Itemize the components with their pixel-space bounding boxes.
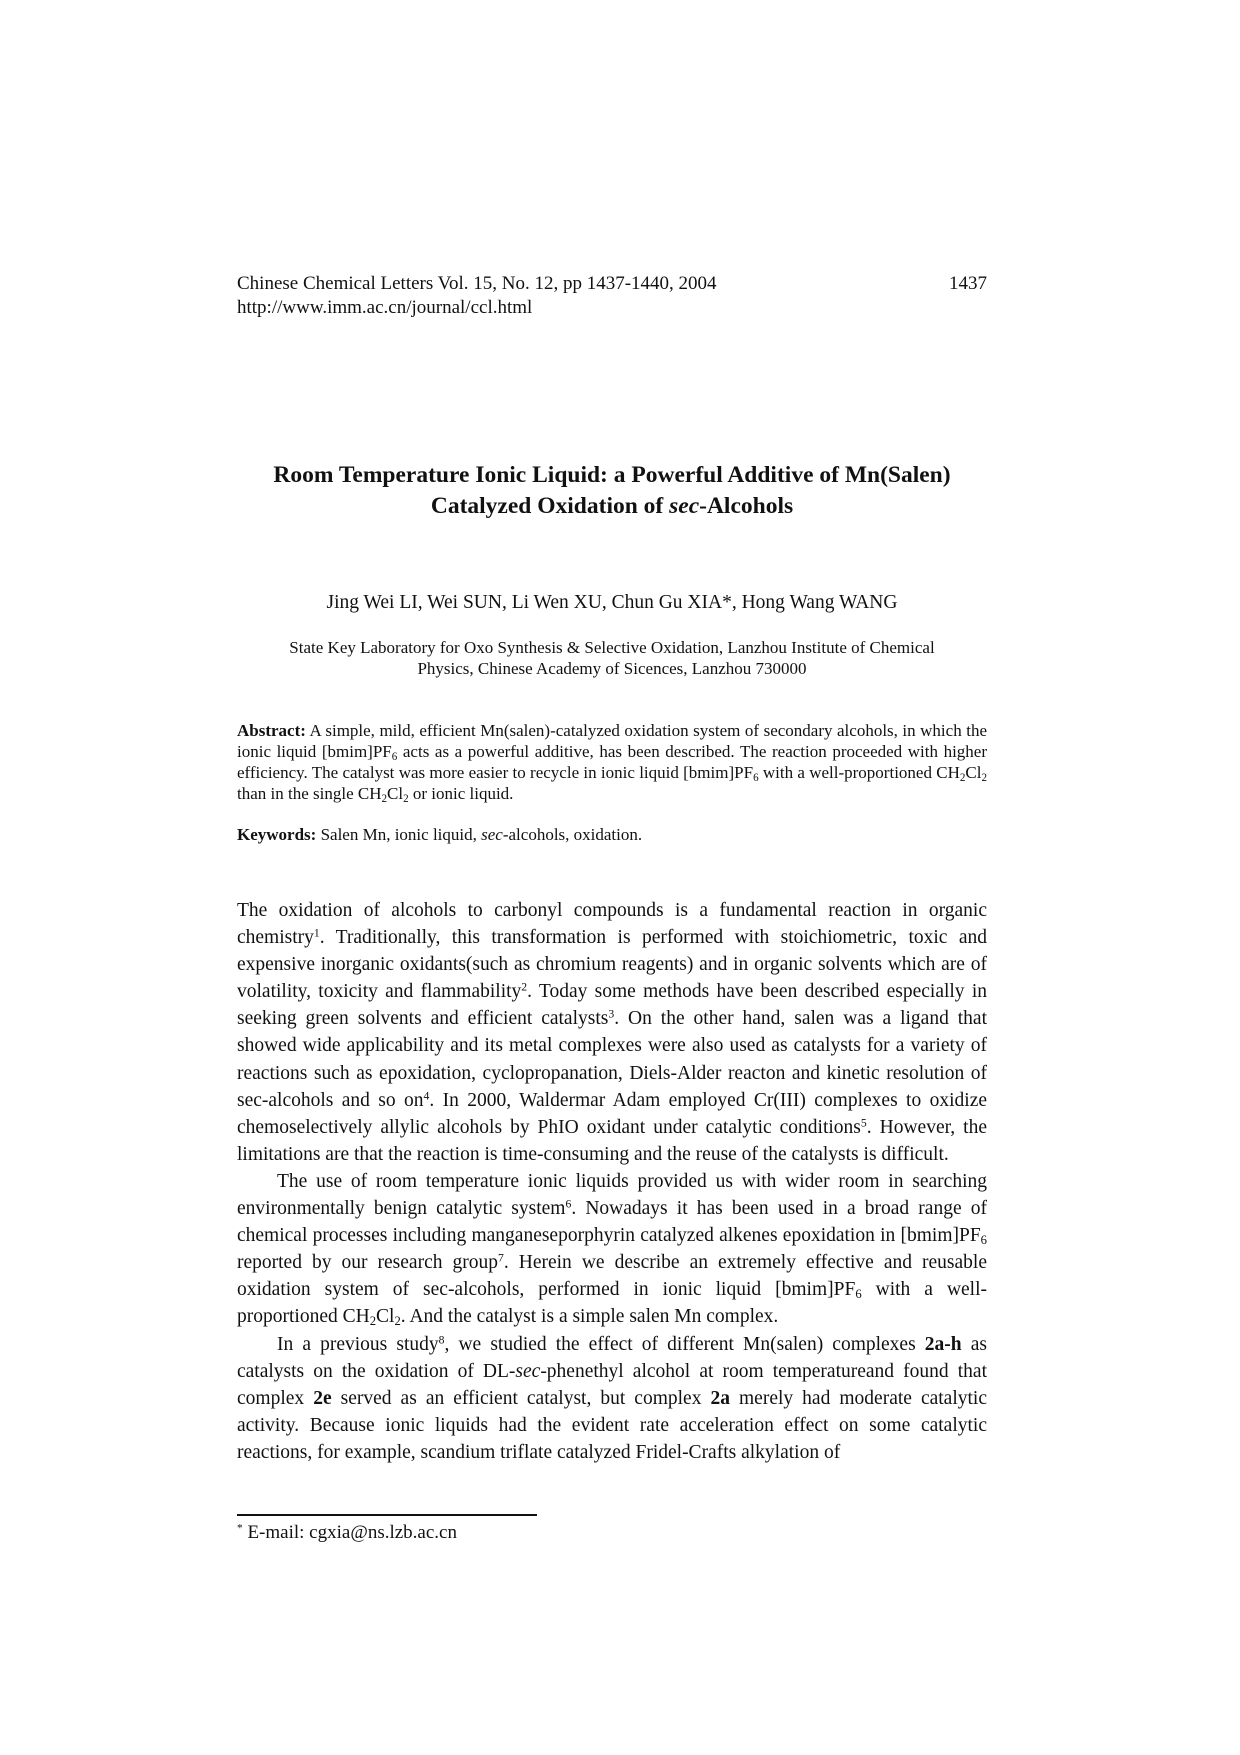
compound-label: 2e <box>313 1387 332 1409</box>
italic-term: sec <box>515 1360 541 1382</box>
text-run: . Today some methods have been described especially in seeking green solvents and efficient catalysts <box>237 981 987 1030</box>
abstract <box>237 720 987 804</box>
paragraph-1 <box>237 897 987 1168</box>
abstract-label: Abstract: <box>237 721 306 740</box>
abstract-text: than in the single CH <box>237 784 382 803</box>
affiliation-line-1: State Key Laboratory for Oxo Synthesis & Selective Oxidation, Lanzhou Institute of Chemical <box>289 638 935 657</box>
text-run: . And the catalyst is a simple salen Mn complex. <box>400 1306 779 1328</box>
reference-marker: 7 <box>498 1251 504 1265</box>
reference-marker: 1 <box>313 926 320 940</box>
body-text <box>237 897 987 1466</box>
author-list: Jing Wei LI, Wei SUN, Li Wen XU, Chun Gu XIA*, Hong Wang WANG <box>326 592 898 613</box>
running-header <box>237 272 987 320</box>
text-run: Cl <box>376 1306 395 1328</box>
keywords-label: Keywords: <box>237 825 317 844</box>
text-run: . On the other hand, salen was a ligand that showed wide applicability and its metal complexes were also used as catalysts for a variety of reactions such as epoxidation, cyclopropanation, Diels-Alder reacton and kinetic resolution of sec-alcohols and so on <box>237 1008 987 1111</box>
footnote <box>237 1522 457 1544</box>
subscript: 2 <box>381 792 388 805</box>
keywords-text: -alcohols, oxidation. <box>502 825 643 844</box>
journal-url: http://www.imm.ac.cn/journal/ccl.html <box>237 297 533 318</box>
subscript: 6 <box>855 1287 862 1302</box>
keywords-text: Salen Mn, ionic liquid, <box>316 825 482 844</box>
text-run: In a previous study <box>277 1333 439 1355</box>
text-run: as catalysts on the oxidation of DL- <box>237 1333 987 1382</box>
paper-title <box>237 460 987 522</box>
text-run: . Herein we describe an extremely effective and reusable oxidation system of sec-alcohols, performed in ionic liquid [bmim]PF <box>237 1252 987 1301</box>
subscript: 2 <box>394 1314 401 1329</box>
reference-marker: 2 <box>521 980 528 994</box>
keywords <box>237 825 987 845</box>
reference-marker: 8 <box>438 1333 445 1347</box>
affiliation-line-2: Physics, Chinese Academy of Sicences, Lanzhou 730000 <box>417 659 807 678</box>
paragraph-3 <box>237 1331 987 1466</box>
affiliation <box>237 637 987 679</box>
text-run: . Traditionally, this transformation is performed with stoichiometric, toxic and expensive inorganic oxidants(such as chromium reagents) and in organic solvents which are of volatility, toxicity and flammability <box>237 927 987 1003</box>
reference-marker: 4 <box>423 1089 430 1103</box>
paragraph-2 <box>237 1168 987 1331</box>
subscript: 2 <box>403 792 409 805</box>
subscript: 2 <box>959 771 966 784</box>
text-run: . In 2000, Waldermar Adam employed Cr(III) complexes to oxidize chemoselectively allylic alcohols by PhIO oxidant under catalytic conditions <box>237 1089 987 1138</box>
subscript: 6 <box>980 1233 987 1248</box>
text-run: The oxidation of alcohols to carbonyl compounds is a fundamental reaction in organic chemistry <box>237 900 987 949</box>
text-run: . Nowadays it has been used in a broad range of chemical processes including manganeseporphyrin catalyzed alkenes epoxidation in [bmim]PF <box>237 1198 987 1247</box>
abstract-text: Cl <box>387 784 404 803</box>
abstract-text: with a well-proportioned CH <box>758 763 960 782</box>
text-run: -phenethyl alcohol at room temperatureand found that complex <box>237 1360 987 1409</box>
footnote-marker: * <box>237 1522 243 1535</box>
abstract-text: acts as a powerful additive, has been described. The reaction proceeded with higher efficiency. The catalyst was more easier to recycle in ionic liquid [bmim]PF <box>237 742 988 782</box>
title-line-1: Room Temperature Ionic Liquid: a Powerful Additive of Mn(Salen) <box>273 462 951 488</box>
footnote-divider <box>237 1514 537 1516</box>
subscript: 2 <box>981 771 987 784</box>
abstract-text: Cl <box>965 763 982 782</box>
subscript: 6 <box>391 750 398 763</box>
keywords-italic: sec <box>481 825 503 844</box>
text-run: , we studied the effect of different Mn(salen) complexes <box>444 1333 925 1355</box>
reference-marker: 6 <box>565 1197 572 1211</box>
compound-label: 2a-h <box>924 1333 962 1355</box>
reference-marker: 3 <box>608 1007 615 1021</box>
abstract-text: A simple, mild, efficient Mn(salen)-catalyzed oxidation system of secondary alcohols, in which the ionic liquid [bmim]PF <box>237 721 987 761</box>
page-number: 1437 <box>949 273 987 294</box>
subscript: 2 <box>369 1314 377 1329</box>
reference-marker: 5 <box>860 1116 867 1130</box>
text-run: served as an efficient catalyst, but complex <box>331 1387 711 1409</box>
text-run: The use of room temperature ionic liquids provided us with wider room in searching environmentally benign catalytic system <box>237 1170 987 1220</box>
title-text: -Alcohols <box>699 493 794 519</box>
subscript: 6 <box>753 771 759 784</box>
text-run: merely had moderate catalytic activity. Because ionic liquids had the evident rate acceleration effect on some catalytic reactions, for example, scandium triflate catalyzed Fridel-Crafts alkylation of <box>237 1387 987 1463</box>
title-line-2 <box>237 491 987 522</box>
journal-citation: Chinese Chemical Letters Vol. 15, No. 12, pp 1437-1440, 2004 <box>237 273 717 294</box>
title-text: Catalyzed Oxidation of <box>430 493 670 519</box>
text-run: reported by our research group <box>237 1252 498 1274</box>
footnote-email: E-mail: cgxia@ns.lzb.ac.cn <box>242 1522 457 1543</box>
text-run: with a well-proportioned CH <box>237 1279 988 1328</box>
text-run: . However, the limitations are that the reaction is time-consuming and the reuse of the catalysts is difficult. <box>237 1116 988 1165</box>
compound-label: 2a <box>710 1387 730 1409</box>
abstract-text: or ionic liquid. <box>408 784 514 803</box>
title-italic: sec <box>669 493 700 519</box>
